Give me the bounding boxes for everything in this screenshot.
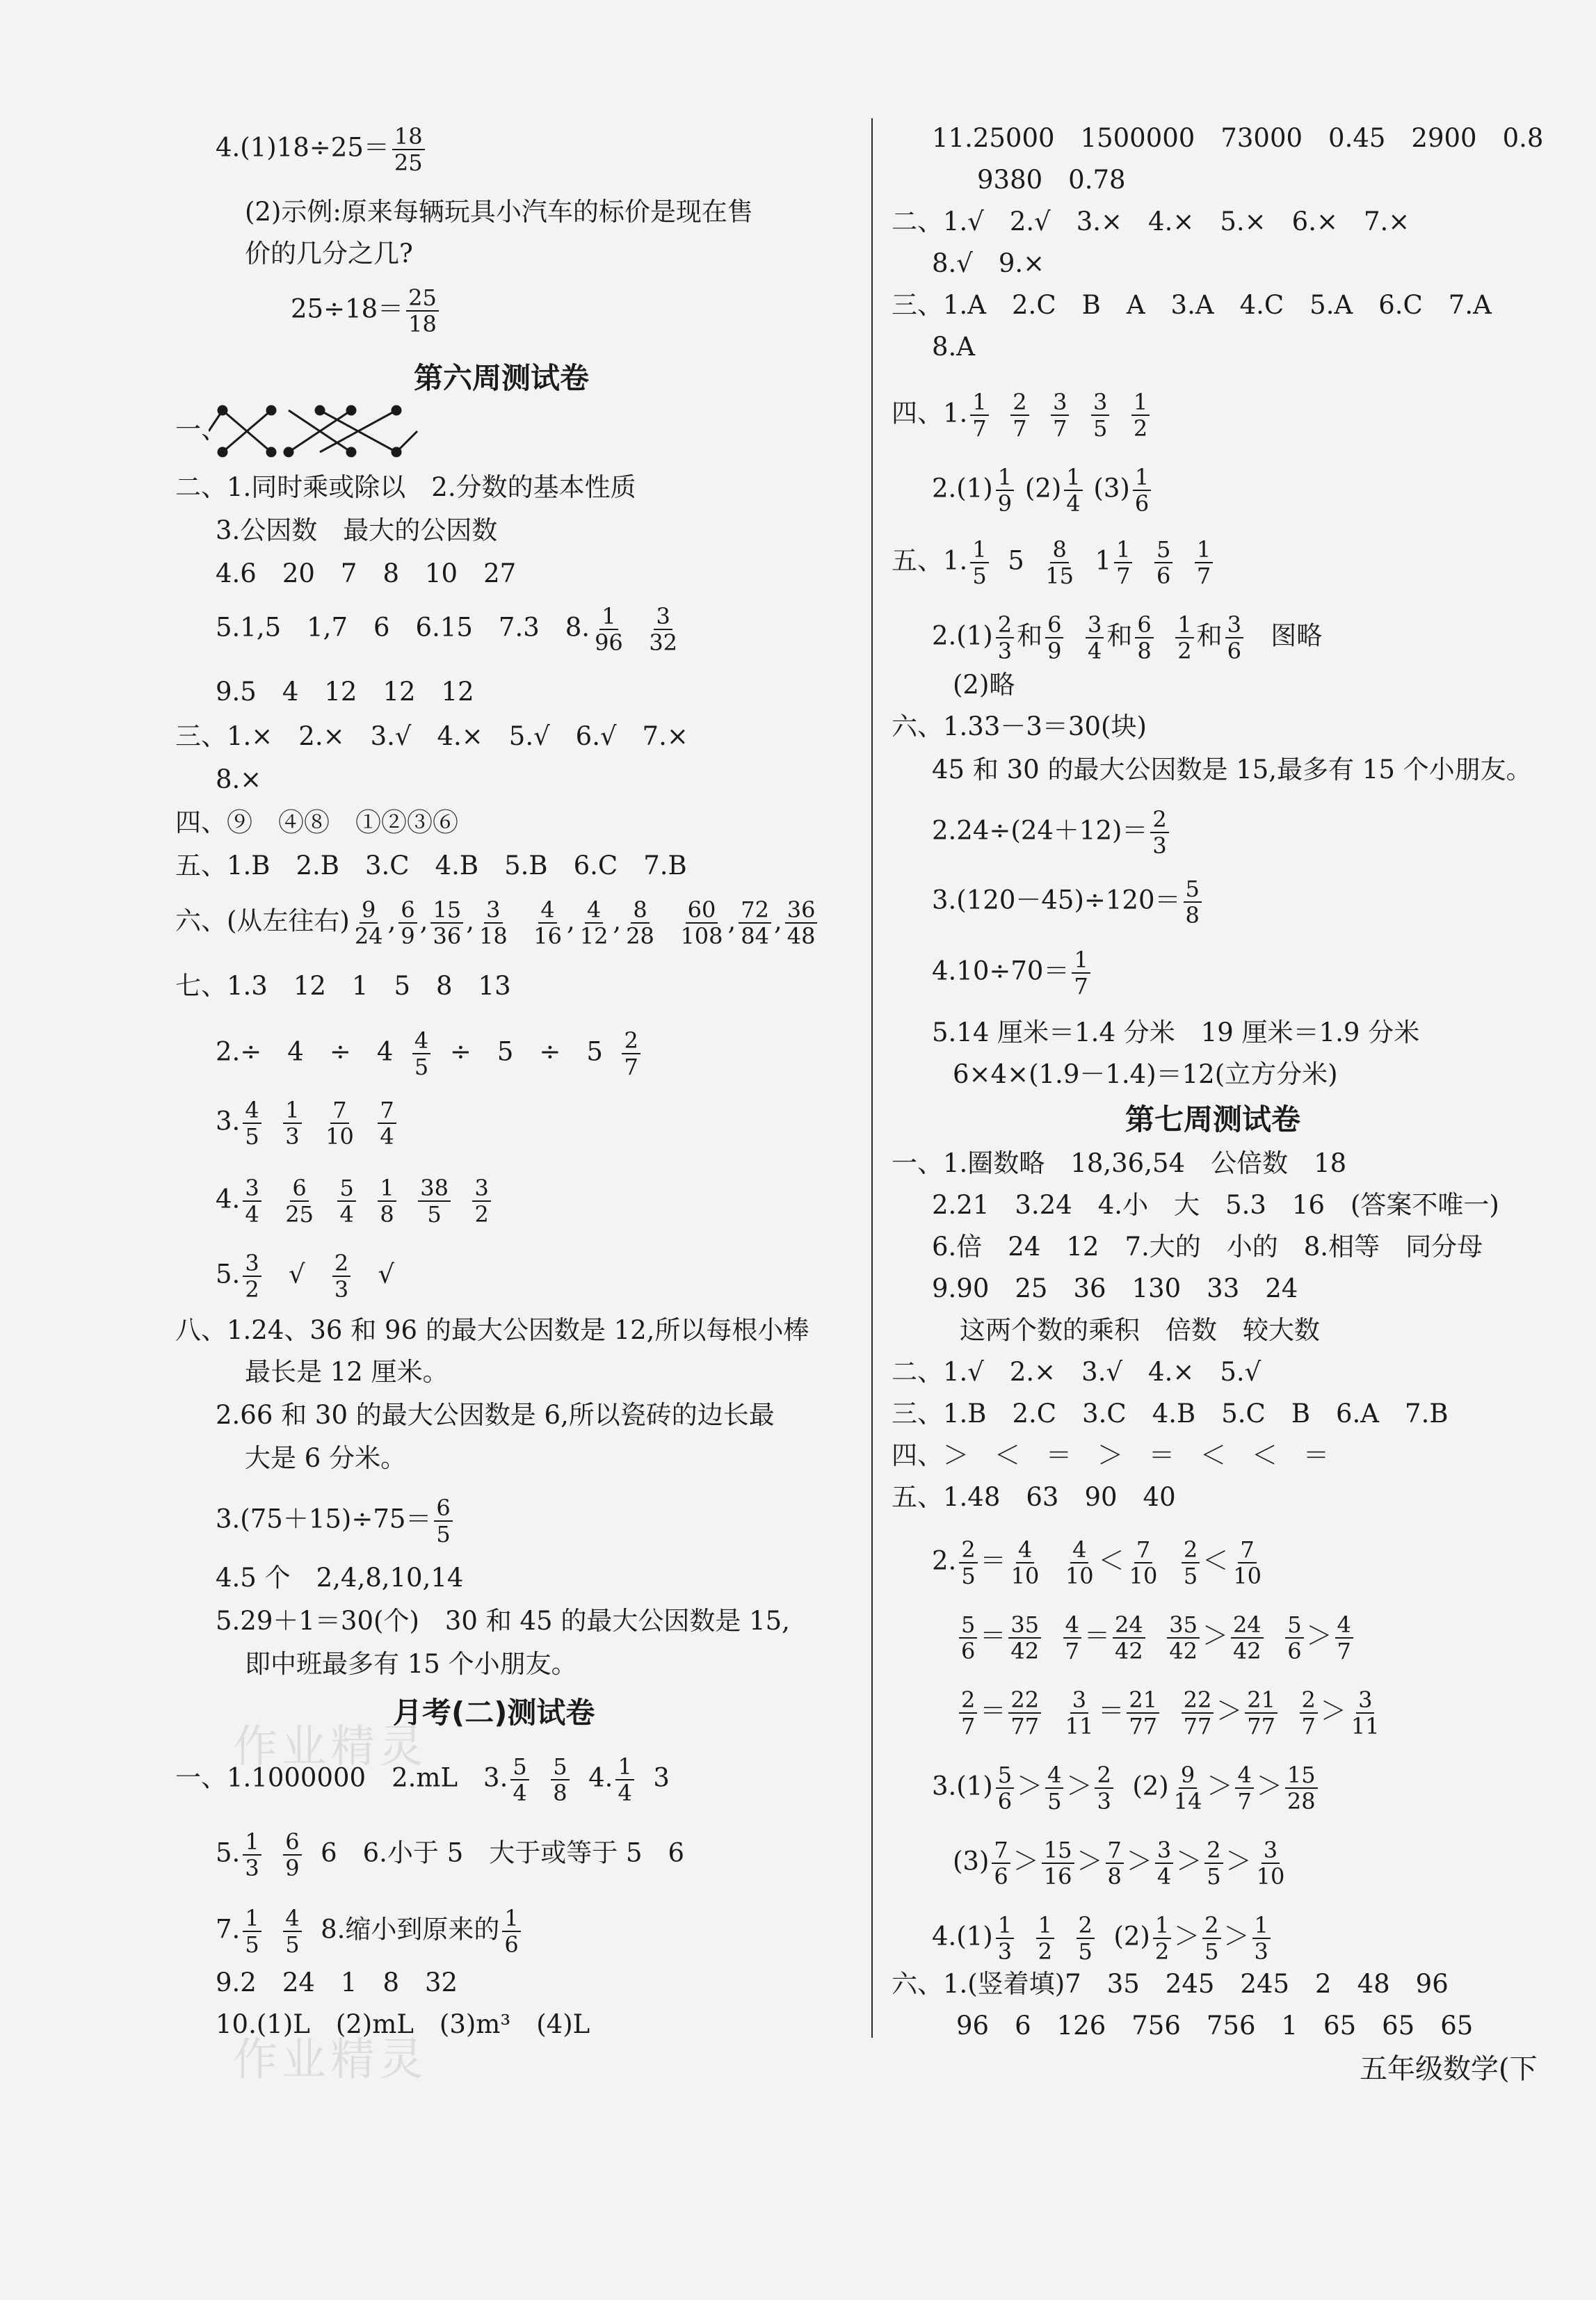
fraction: $\frac{5}{4}$ [510, 1754, 529, 1806]
fraction: $\frac{24}{42}$ [1231, 1612, 1264, 1664]
line: 6×4×(1.9－1.4)＝12(立方分米) [953, 1059, 1338, 1089]
fraction: $\frac{4}{12}$ [579, 896, 608, 949]
line: 5. $\frac{3}{2}$ √ $\frac{2}{3}$ √ [216, 1250, 395, 1303]
fraction: $\frac{1}{2}$ [1175, 612, 1193, 664]
fraction: $\frac{7}{8}$ [1106, 1837, 1124, 1889]
line: 一、 [175, 415, 227, 444]
fraction: $\frac{22}{77}$ [1182, 1687, 1214, 1739]
line: 大是 6 分米。 [245, 1443, 407, 1473]
fraction: $\frac{2}{3}$ [1095, 1762, 1113, 1814]
fraction: $\frac{4}{5}$ [283, 1906, 301, 1957]
line: (2)示例:原来每辆玩具小汽车的标价是现在售 [245, 197, 753, 227]
fraction: $\frac{2}{5}$ [1077, 1913, 1095, 1964]
fraction: $\frac{3}{4}$ [243, 1175, 261, 1227]
fraction: $\frac{5}{8}$ [1184, 876, 1202, 928]
fraction: $\frac{1}{7}$ [1114, 537, 1132, 588]
fraction: $\frac{7}{4}$ [378, 1097, 396, 1149]
line: 三、1.A 2.C B A 3.A 4.C 5.A 6.C 7.A [892, 290, 1492, 320]
fraction: $\frac{4}{5}$ [412, 1028, 430, 1079]
line: 五、1. $\frac{1}{5}$ 5 $\frac{8}{15}$ 1 $\frac{1}{7}$ $\frac{5}{6}$ $\frac{1}{7}$ [892, 537, 1216, 588]
fraction: $\frac{4}{7}$ [1063, 1612, 1081, 1664]
line: $\frac{2}{7}$ ＝ $\frac{22}{77}$ $\frac{3}{11}$ ＝ $\frac{21}{77}$ $\frac{22}{77}$ ＞ $\frac{21}{77}$ $\frac{2}{7}$ ＞ $\frac{3}{11}$ [956, 1687, 1385, 1739]
fraction: $\frac{3}{11}$ [1351, 1687, 1380, 1739]
line: 六、1.(竖着填)7 35 245 245 2 48 96 [892, 1969, 1449, 1999]
line: 2.24÷(24＋12)＝ $\frac{2}{3}$ [932, 807, 1172, 858]
fraction: $\frac{2}{3}$ [996, 612, 1014, 664]
fraction: $\frac{2}{7}$ [959, 1687, 977, 1739]
line: 2.21 3.24 4.小 大 5.3 16 (答案不唯一) [932, 1190, 1499, 1220]
line: 5. $\frac{1}{3}$ $\frac{6}{9}$ 6 6.小于 5 大于或等于 5 6 [216, 1828, 685, 1881]
fraction: $\frac{3}{2}$ [472, 1175, 490, 1227]
fraction: $\frac{6}{8}$ [1135, 612, 1153, 664]
fraction: $\frac{1}{6}$ [1133, 465, 1151, 516]
footer-label: 五年级数学(下 [1360, 2053, 1538, 2085]
fraction: $\frac{8}{28}$ [626, 896, 654, 949]
fraction: $\frac{1}{7}$ [970, 389, 988, 441]
fraction: $\frac{3}{18}$ [478, 896, 508, 949]
line: 三、1.B 2.C 3.C 4.B 5.C B 6.A 7.B [892, 1399, 1449, 1429]
fraction: $\frac{1}{3}$ [243, 1829, 261, 1881]
line: 2.66 和 30 的最大公因数是 6,所以瓷砖的边长最 [216, 1400, 775, 1430]
line: 3.公因数 最大的公因数 [216, 515, 498, 545]
line: 即中班最多有 15 个小朋友。 [245, 1649, 577, 1679]
fraction: $\frac{25}{18}$ [406, 285, 439, 337]
line: 96 6 126 756 756 1 65 65 65 [956, 2011, 1474, 2041]
fraction: $\frac{1}{3}$ [283, 1097, 301, 1149]
fraction: $\frac{2}{7}$ [1300, 1687, 1318, 1739]
line: 一、1.1000000 2.mL 3. $\frac{5}{4}$ $\frac{5}{8}$ 4. $\frac{1}{4}$ 3 [175, 1753, 670, 1806]
line: 2. $\frac{2}{5}$ ＝ $\frac{4}{10}$ $\frac{4}{10}$ ＜ $\frac{7}{10}$ $\frac{2}{5}$ ＜ $\frac{7}{10}$ [932, 1537, 1266, 1589]
line: 3.(75＋15)÷75＝ $\frac{6}{5}$ [216, 1495, 456, 1547]
watermark: 作业精灵 [233, 2034, 428, 2086]
line: 10.(1)L (2)mL (3)m³ (4)L [216, 2009, 590, 2039]
fraction: $\frac{2}{5}$ [959, 1537, 977, 1589]
fraction: $\frac{1}{2}$ [1036, 1913, 1054, 1964]
line: 一、1.圈数略 18,36,54 公倍数 18 [892, 1148, 1347, 1178]
fraction: $\frac{7}{10}$ [1233, 1536, 1262, 1589]
line: 45 和 30 的最大公因数是 15,最多有 15 个小朋友。 [932, 755, 1532, 785]
fraction: $\frac{3}{6}$ [1225, 612, 1243, 664]
line: 5.1,5 1,7 6 6.15 7.3 8. $\frac{1}{96}$ $\frac{3}{32}$ [216, 604, 682, 655]
line: $\frac{5}{6}$ ＝ $\frac{35}{42}$ $\frac{4}{7}$ ＝ $\frac{24}{42}$ $\frac{35}{42}$ ＞ $\frac{24}{42}$ $\frac{5}{6}$ ＞ $\frac{4}{7}$ [956, 1612, 1356, 1664]
line: 6.倍 24 12 7.大的 小的 8.相等 同分母 [932, 1232, 1483, 1262]
fraction: $\frac{1}{7}$ [1195, 537, 1213, 588]
line: 五、1.48 63 90 40 [892, 1482, 1176, 1512]
fraction: $\frac{15}{16}$ [1042, 1837, 1074, 1889]
line: 二、1.√ 2.√ 3.× 4.× 5.× 6.× 7.× [892, 207, 1410, 236]
line: 5.14 厘米＝1.4 分米 19 厘米＝1.9 分米 [932, 1018, 1420, 1047]
line: (2)略 [953, 670, 1015, 700]
line: 3.(1) $\frac{5}{6}$ ＞ $\frac{4}{5}$ ＞ $\frac{2}{3}$ (2) $\frac{9}{14}$ ＞ $\frac{4}{7}$ ＞ $\frac{15}{28}$ [932, 1762, 1321, 1814]
line: 7. $\frac{1}{5}$ $\frac{4}{5}$ 8.缩小到原来的 $\frac{1}{6}$ [216, 1906, 524, 1957]
section-heading: 第七周测试卷 [1125, 1102, 1301, 1136]
fraction: $\frac{6}{9}$ [283, 1829, 301, 1881]
fraction: $\frac{1}{5}$ [970, 537, 988, 588]
fraction: $\frac{1}{2}$ [1153, 1913, 1171, 1964]
fraction: $\frac{6}{9}$ [1045, 612, 1063, 664]
fraction: $\frac{3}{10}$ [1256, 1837, 1285, 1890]
fraction: $\frac{22}{77}$ [1008, 1687, 1041, 1739]
fraction: $\frac{4}{5}$ [243, 1097, 261, 1149]
line: 五、1.B 2.B 3.C 4.B 5.B 6.C 7.B [175, 851, 687, 880]
matching-diagram [209, 403, 431, 459]
line: 价的几分之几? [245, 239, 413, 268]
fraction: $\frac{1}{4}$ [615, 1754, 634, 1806]
fraction: $\frac{1}{96}$ [595, 603, 623, 656]
fraction: $\frac{4}{5}$ [1045, 1762, 1063, 1814]
fraction: $\frac{3}{4}$ [1086, 612, 1104, 664]
fraction: $\frac{60}{108}$ [680, 896, 723, 949]
section-heading: 第六周测试卷 [414, 361, 590, 395]
line: 四、⑨ ④⑧ ①②③⑥ [175, 807, 458, 837]
fraction: $\frac{1}{3}$ [996, 1913, 1014, 1964]
line: 3. $\frac{4}{5}$ $\frac{1}{3}$ $\frac{7}{10}$ $\frac{7}{4}$ [216, 1097, 399, 1149]
fraction: $\frac{5}{4}$ [337, 1175, 355, 1227]
fraction: $\frac{24}{42}$ [1113, 1612, 1145, 1664]
line: 4.5 个 2,4,8,10,14 [216, 1563, 464, 1593]
fraction: $\frac{4}{10}$ [1010, 1536, 1040, 1589]
fraction: $\frac{5}{6}$ [996, 1762, 1014, 1814]
line: 8.√ 9.× [932, 248, 1045, 278]
fraction: $\frac{72}{84}$ [739, 897, 771, 949]
fraction: $\frac{3}{11}$ [1065, 1687, 1094, 1739]
line: 四、1. $\frac{1}{7}$ $\frac{2}{7}$ $\frac{3}{7}$ $\frac{3}{5}$ $\frac{1}{2}$ [892, 389, 1152, 441]
line: 四、＞ ＜ ＝ ＞ ＝ ＜ ＜ ＝ [892, 1440, 1329, 1470]
line: (3) $\frac{7}{6}$ ＞ $\frac{15}{16}$ ＞ $\frac{7}{8}$ ＞ $\frac{3}{4}$ ＞ $\frac{2}{5}$ ＞ $\frac{3}{10}$ [953, 1837, 1289, 1889]
fraction: $\frac{7}{6}$ [992, 1837, 1010, 1889]
line: 4.(1) $\frac{1}{3}$ $\frac{1}{2}$ $\frac{2}{5}$ (2) $\frac{1}{2}$ ＞ $\frac{2}{5}$ ＞ $\frac{1}{3}$ [932, 1913, 1273, 1964]
line: 二、1.√ 2.× 3.√ 4.× 5.√ [892, 1357, 1262, 1387]
line: 9.5 4 12 12 12 [216, 677, 474, 707]
section-heading: 月考(二)测试卷 [393, 1696, 595, 1730]
line: 8.A [932, 332, 976, 362]
line: 8.× [216, 764, 262, 794]
fraction: $\frac{5}{6}$ [959, 1612, 977, 1664]
fraction: $\frac{1}{7}$ [1072, 947, 1090, 999]
watermark: 作业精灵 [233, 1721, 428, 1773]
fraction: $\frac{3}{32}$ [649, 603, 678, 656]
line: 9.2 24 1 8 32 [216, 1968, 458, 1997]
column-divider [871, 118, 873, 2038]
line: 二、1.同时乘或除以 2.分数的基本性质 [175, 472, 636, 502]
fraction: $\frac{9}{14}$ [1173, 1762, 1202, 1815]
fraction: $\frac{2}{5}$ [1202, 1913, 1220, 1964]
fraction: $\frac{4}{10}$ [1065, 1536, 1094, 1589]
fraction: $\frac{2}{5}$ [1182, 1537, 1200, 1589]
fraction: $\frac{2}{5}$ [1204, 1837, 1223, 1889]
line: 9.90 25 36 130 33 24 [932, 1273, 1298, 1303]
fraction: $\frac{7}{10}$ [1129, 1536, 1158, 1589]
fraction: $\frac{21}{77}$ [1245, 1687, 1277, 1739]
fraction: $\frac{4}{7}$ [1335, 1612, 1353, 1664]
line: 三、1.× 2.× 3.√ 4.× 5.√ 6.√ 7.× [175, 721, 688, 751]
fraction: $\frac{6}{9}$ [398, 897, 417, 949]
line: 4. $\frac{3}{4}$ $\frac{6}{25}$ $\frac{5}{4}$ $\frac{1}{8}$ $\frac{38}{5}$ $\frac{3}{2}$ [216, 1175, 494, 1227]
fraction: $\frac{2}{7}$ [622, 1028, 640, 1079]
fraction: $\frac{15}{28}$ [1285, 1762, 1318, 1814]
fraction: $\frac{15}{36}$ [430, 897, 463, 949]
fraction: $\frac{2}{3}$ [1150, 807, 1168, 858]
line: 六、1.33－3＝30(块) [892, 711, 1147, 741]
line: 4.(1)18÷25＝ $\frac{18}{25}$ [216, 124, 428, 175]
line: 5.29＋1＝30(个) 30 和 45 的最大公因数是 15, [216, 1606, 790, 1636]
line: 八、1.24、36 和 96 的最大公因数是 12,所以每根小棒 [175, 1315, 809, 1345]
fraction: $\frac{1}{2}$ [1131, 389, 1150, 441]
fraction: $\frac{3}{7}$ [1051, 389, 1069, 441]
fraction: $\frac{38}{5}$ [418, 1175, 451, 1227]
fraction: $\frac{5}{6}$ [1285, 1612, 1303, 1664]
fraction: $\frac{8}{15}$ [1045, 536, 1074, 589]
line: 2.÷ 4 ÷ 4 $\frac{4}{5}$ ÷ 5 ÷ 5 $\frac{2}{7}$ [216, 1028, 643, 1079]
fraction: $\frac{2}{3}$ [332, 1250, 350, 1302]
line: 七、1.3 12 1 5 8 13 [175, 971, 511, 1001]
fraction: $\frac{21}{77}$ [1127, 1687, 1159, 1739]
fraction: $\frac{35}{42}$ [1167, 1612, 1200, 1664]
fraction: $\frac{6}{25}$ [285, 1175, 314, 1228]
line: 4.6 20 7 8 10 27 [216, 558, 517, 588]
fraction: $\frac{3}{2}$ [243, 1250, 261, 1302]
fraction: $\frac{36}{48}$ [785, 897, 818, 949]
fraction: $\frac{1}{3}$ [1252, 1913, 1271, 1964]
fraction: $\frac{35}{42}$ [1008, 1612, 1041, 1664]
fraction: $\frac{4}{16}$ [533, 896, 562, 949]
line: 9380 0.78 [977, 165, 1126, 195]
fraction: $\frac{2}{7}$ [1010, 389, 1029, 441]
fraction: $\frac{4}{7}$ [1235, 1762, 1253, 1814]
line: 3.(120－45)÷120＝ $\frac{5}{8}$ [932, 876, 1204, 928]
fraction: $\frac{5}{8}$ [551, 1754, 569, 1806]
fraction: $\frac{3}{4}$ [1155, 1837, 1173, 1889]
fraction: $\frac{18}{25}$ [392, 124, 425, 175]
line: 最长是 12 厘米。 [245, 1357, 449, 1387]
line: 这两个数的乘积 倍数 较大数 [960, 1315, 1320, 1345]
line: 六、(从左往右) $\frac{9}{24}$ , $\frac{6}{9}$ , $\frac{15}{36}$ , $\frac{3}{18}$ $\frac{4}{16}$ , $\frac{4}{12}$ , $\frac{8}{28}$ $\frac{60}{108}$ , $\frac{72}{84}$ , $\frac{36}{48}$ [175, 897, 820, 949]
fraction: $\frac{1}{6}$ [502, 1906, 520, 1957]
line: 4.10÷70＝ $\frac{1}{7}$ [932, 947, 1093, 999]
fraction: $\frac{5}{6}$ [1154, 537, 1172, 588]
fraction: $\frac{1}{9}$ [996, 465, 1014, 516]
fraction: $\frac{1}{4}$ [1064, 465, 1082, 516]
line: 2.(1) $\frac{1}{9}$ (2) $\frac{1}{4}$ (3) $\frac{1}{6}$ [932, 465, 1154, 516]
fraction: $\frac{1}{5}$ [243, 1906, 261, 1957]
fraction: $\frac{3}{5}$ [1091, 389, 1109, 441]
fraction: $\frac{7}{10}$ [325, 1097, 354, 1150]
line: 25÷18＝ $\frac{25}{18}$ [291, 285, 442, 337]
fraction: $\frac{9}{24}$ [354, 896, 383, 949]
line: 2.(1) $\frac{2}{3}$ 和 $\frac{6}{9}$ $\frac{3}{4}$ 和 $\frac{6}{8}$ $\frac{1}{2}$ 和 $\frac{3}{6}$ 图略 [932, 611, 1323, 664]
fraction: $\frac{6}{5}$ [434, 1495, 452, 1547]
fraction: $\frac{1}{8}$ [378, 1175, 396, 1227]
line: 11.25000 1500000 73000 0.45 2900 0.8 [932, 123, 1544, 153]
